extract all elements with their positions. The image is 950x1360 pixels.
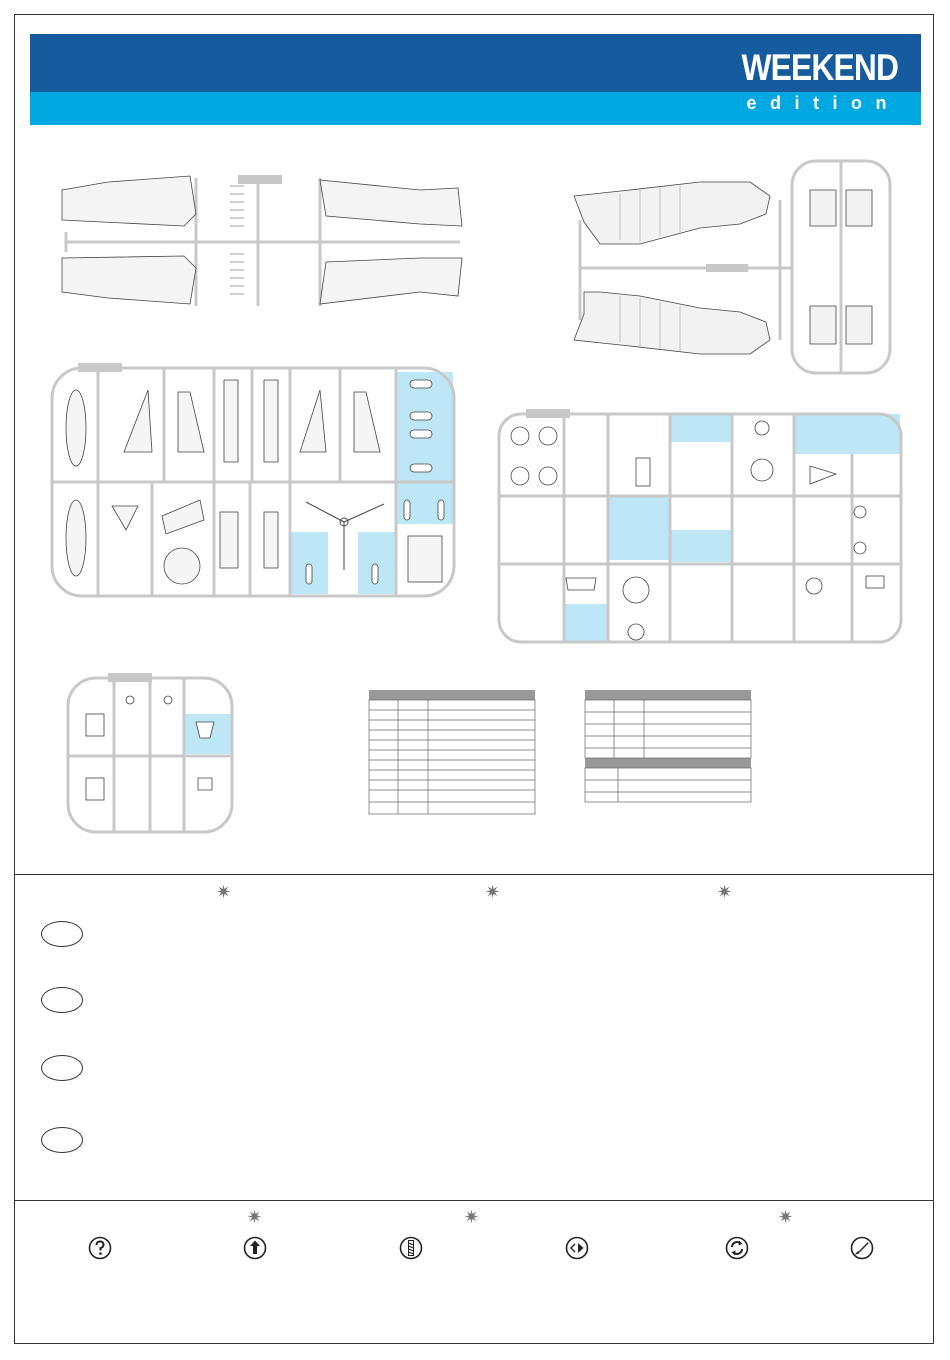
help-icon bbox=[88, 1236, 112, 1260]
star-icon: ✷ bbox=[247, 1207, 263, 1227]
star-icon: ✷ bbox=[216, 882, 232, 902]
language-flag-icon bbox=[41, 921, 83, 947]
language-flag-icon bbox=[41, 1127, 83, 1153]
section-divider bbox=[14, 874, 934, 875]
star-icon: ✷ bbox=[778, 1207, 794, 1227]
drill-icon bbox=[399, 1236, 423, 1260]
up-arrow-icon bbox=[243, 1236, 267, 1260]
brand-subtitle: edition bbox=[746, 93, 900, 113]
star-icon: ✷ bbox=[464, 1207, 480, 1227]
brand-logo: WEEKEND bbox=[741, 47, 898, 88]
language-flag-icon bbox=[41, 1055, 83, 1081]
star-icon: ✷ bbox=[485, 882, 501, 902]
rotate-icon bbox=[725, 1236, 749, 1260]
language-flag-icon bbox=[41, 987, 83, 1013]
star-icon: ✷ bbox=[717, 882, 733, 902]
cut-icon bbox=[850, 1236, 874, 1260]
section-divider bbox=[14, 1200, 934, 1201]
mirror-icon bbox=[565, 1236, 589, 1260]
